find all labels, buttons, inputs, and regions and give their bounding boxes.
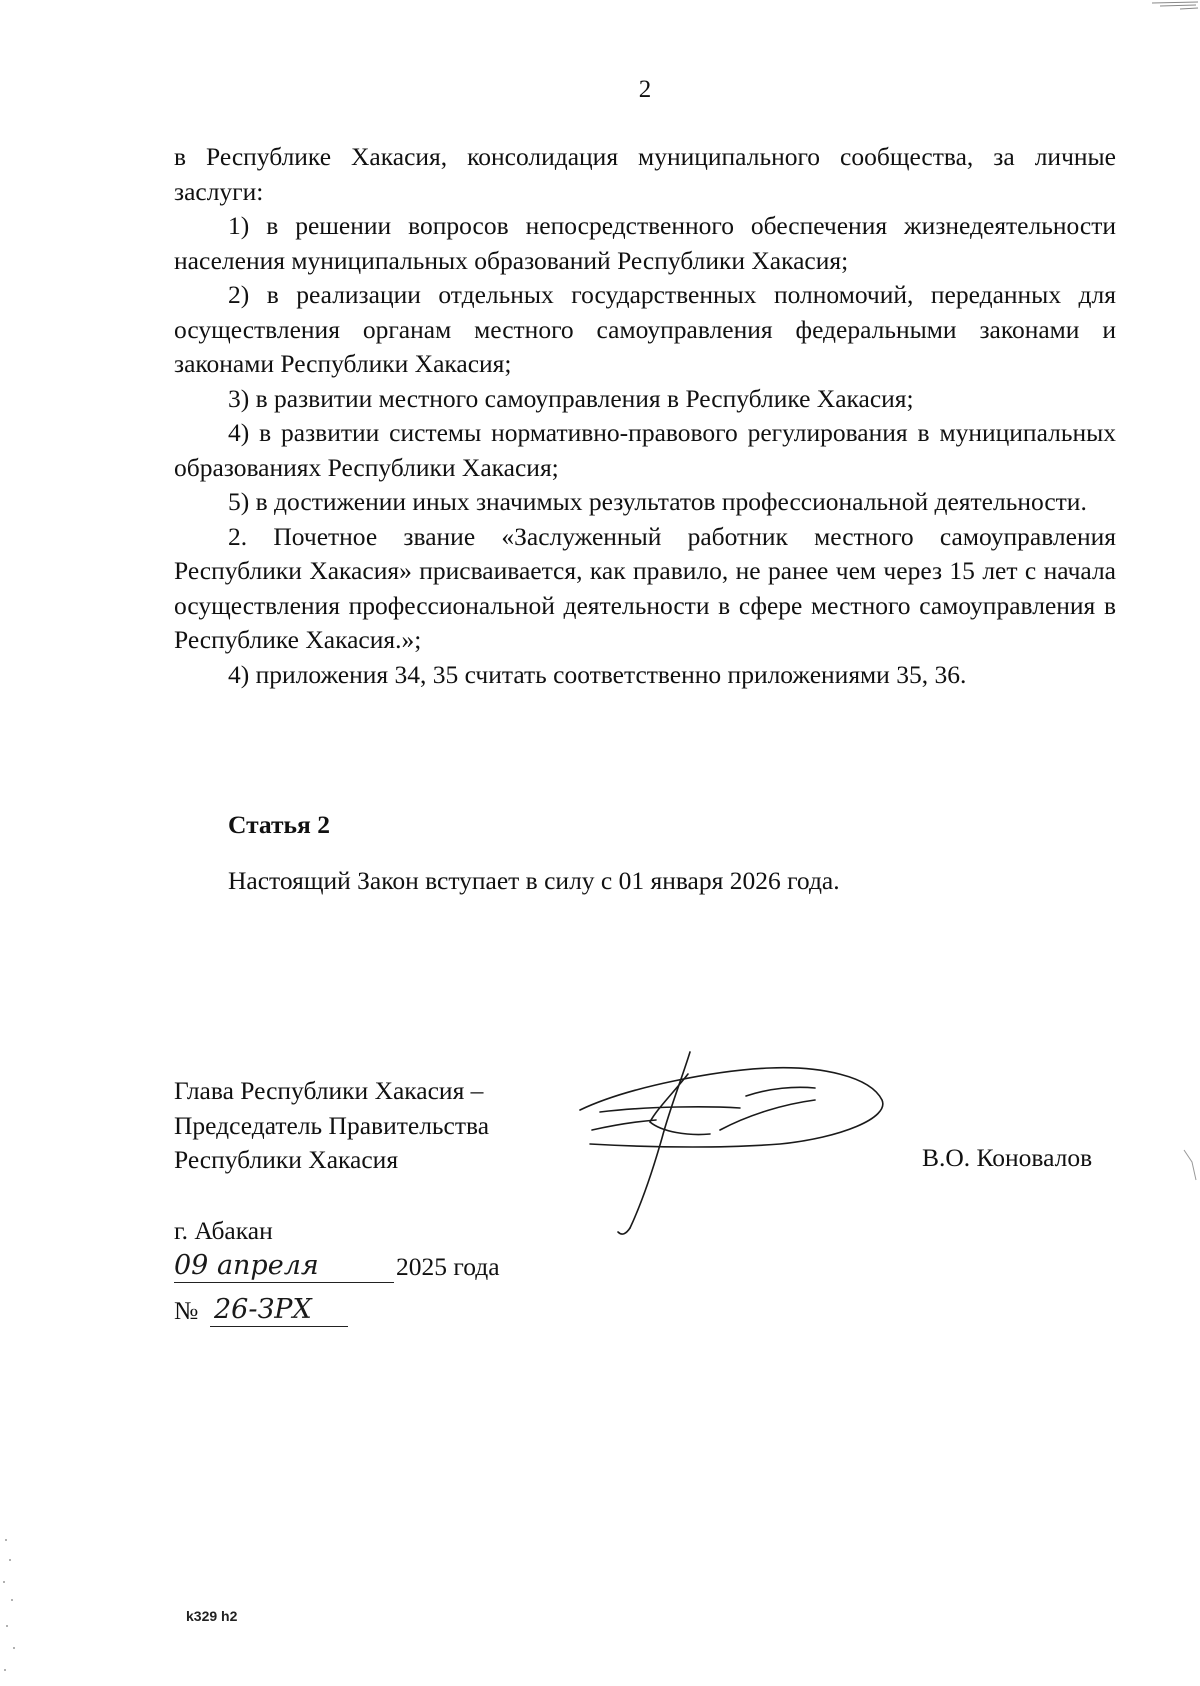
- signing-date: [174, 1252, 534, 1288]
- handwritten-date: 09 апреля: [174, 1250, 319, 1281]
- article-heading: Статья 2: [228, 810, 330, 839]
- scan-artifact-left: [0, 1530, 20, 1680]
- signatory-title-line: Председатель Правительства: [174, 1110, 490, 1140]
- document-body: [174, 140, 1116, 692]
- law-number: [174, 1296, 414, 1332]
- paragraph: 2. Почетное звание «Заслуженный работник местного самоуправления Республики Хакасия» присваивается, как правило, не ранее чем через 15 лет с начала осуществления профессиональной деятельности в сфере местного самоуправления в Республике Хакасия.»;: [174, 521, 1116, 654]
- paragraph: 4) в развитии системы нормативно-правового регулирования в муниципальных образованиях Республики Хакасия;: [174, 418, 1116, 482]
- paragraph: 3) в развитии местного самоуправления в Республике Хакасия;: [228, 383, 914, 413]
- paragraph: в Республике Хакасия, консолидация муниципального сообщества, за личные заслуги:: [174, 142, 1116, 206]
- city: г. Абакан: [174, 1216, 273, 1245]
- handwritten-signature: [570, 1048, 890, 1238]
- page-number: 2: [638, 76, 652, 103]
- article-text: Настоящий Закон вступает в силу с 01 января 2026 года.: [228, 866, 840, 895]
- paragraph: 5) в достижении иных значимых результатов профессиональной деятельности.: [228, 487, 1087, 516]
- date-year: 2025 года: [396, 1252, 500, 1281]
- paragraph: 4) приложения 34, 35 считать соответственно приложениями 35, 36.: [228, 659, 967, 689]
- scan-artifact-top-right: [1150, 0, 1200, 14]
- scan-artifact-right: [1180, 1140, 1200, 1200]
- signatory-title-line: Глава Республики Хакасия –: [174, 1076, 484, 1105]
- number-sign: №: [174, 1296, 199, 1325]
- handwritten-number: 26-ЗРХ: [214, 1294, 312, 1325]
- signatory-title-line: Республики Хакасия: [174, 1145, 399, 1174]
- paragraph: 2) в реализации отдельных государственных полномочий, переданных для осуществления органам местного самоуправления федеральными законами и законами Республики Хакасия;: [174, 280, 1116, 378]
- footer-code: k329 h2: [186, 1608, 238, 1624]
- signatory-title: [174, 1074, 489, 1178]
- signatory-name: В.О. Коновалов: [922, 1143, 1093, 1172]
- paragraph: 1) в решении вопросов непосредственного обеспечения жизнедеятельности населения муниципальных образований Республики Хакасия;: [174, 211, 1116, 275]
